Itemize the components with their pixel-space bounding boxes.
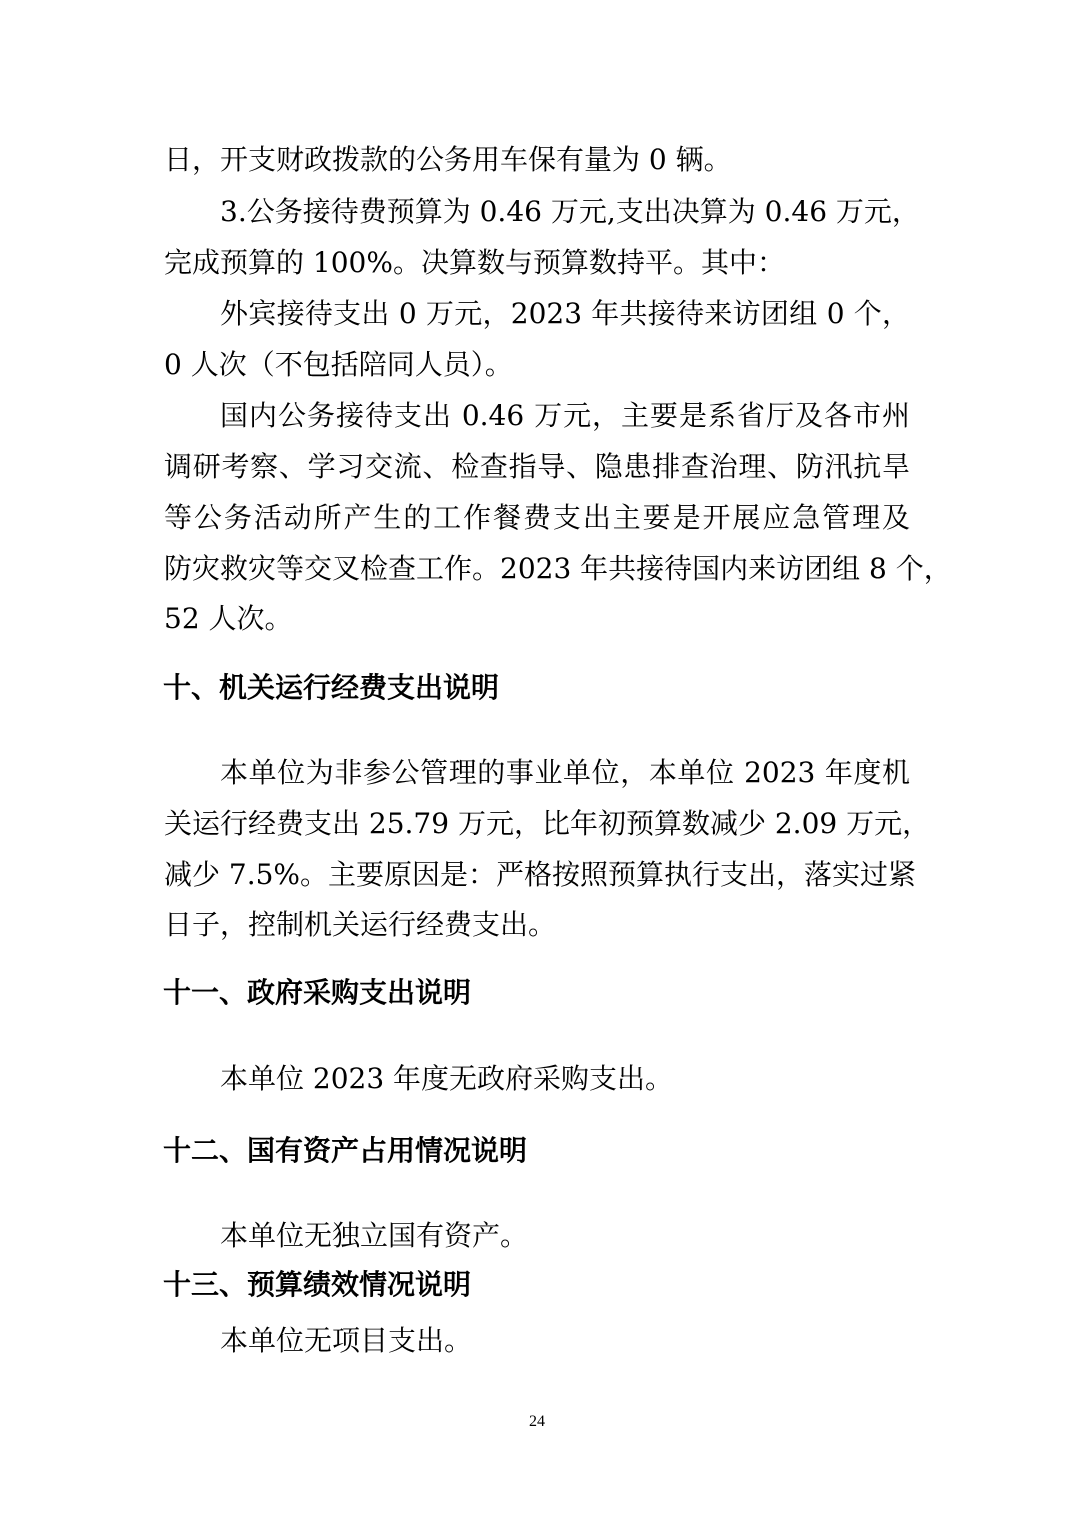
paragraph-foreign-reception-line2: 0 人次（不包括陪同人员）。 — [164, 348, 513, 381]
paragraph-procurement: 本单位 2023 年度无政府采购支出。 — [220, 1062, 674, 1095]
paragraph-state-assets: 本单位无独立国有资产。 — [220, 1219, 529, 1252]
paragraph-domestic-reception-line5: 52 人次。 — [164, 602, 293, 635]
section-heading-11: 十一、政府采购支出说明 — [163, 976, 472, 1009]
paragraph-domestic-reception-line3: 等公务活动所产生的工作餐费支出主要是开展应急管理及 — [164, 501, 910, 534]
paragraph-performance: 本单位无项目支出。 — [220, 1324, 473, 1357]
section-heading-13: 十三、预算绩效情况说明 — [163, 1268, 472, 1301]
paragraph-operating-expense-line2: 关运行经费支出 25.79 万元，比年初预算数减少 2.09 万元， — [164, 807, 931, 840]
paragraph-domestic-reception-line4: 防灾救灾等交叉检查工作。2023 年共接待国内来访团组 8 个， — [164, 552, 952, 585]
paragraph-operating-expense-line4: 日子，控制机关运行经费支出。 — [164, 908, 557, 941]
paragraph-domestic-reception-line2: 调研考察、学习交流、检查指导、隐患排查治理、防汛抗旱 — [164, 450, 910, 483]
paragraph-domestic-reception-line1: 国内公务接待支出 0.46 万元，主要是系省厅及各市州 — [220, 399, 910, 432]
section-heading-10: 十、机关运行经费支出说明 — [163, 671, 500, 704]
paragraph-vehicle-tail: 日，开支财政拨款的公务用车保有量为 0 辆。 — [164, 143, 732, 176]
section-heading-12: 十二、国有资产占用情况说明 — [163, 1134, 528, 1167]
page-number: 24 — [529, 1413, 545, 1430]
paragraph-foreign-reception-line1: 外宾接待支出 0 万元，2023 年共接待来访团组 0 个， — [220, 297, 910, 330]
paragraph-reception-budget-line2: 完成预算的 100%。决算数与预算数持平。其中： — [164, 246, 785, 279]
paragraph-operating-expense-line1: 本单位为非参公管理的事业单位，本单位 2023 年度机 — [220, 756, 910, 789]
paragraph-operating-expense-line3: 减少 7.5%。主要原因是：严格按照预算执行支出，落实过紧 — [164, 858, 917, 891]
paragraph-reception-budget-line1: 3.公务接待费预算为 0.46 万元,支出决算为 0.46 万元， — [220, 195, 920, 228]
